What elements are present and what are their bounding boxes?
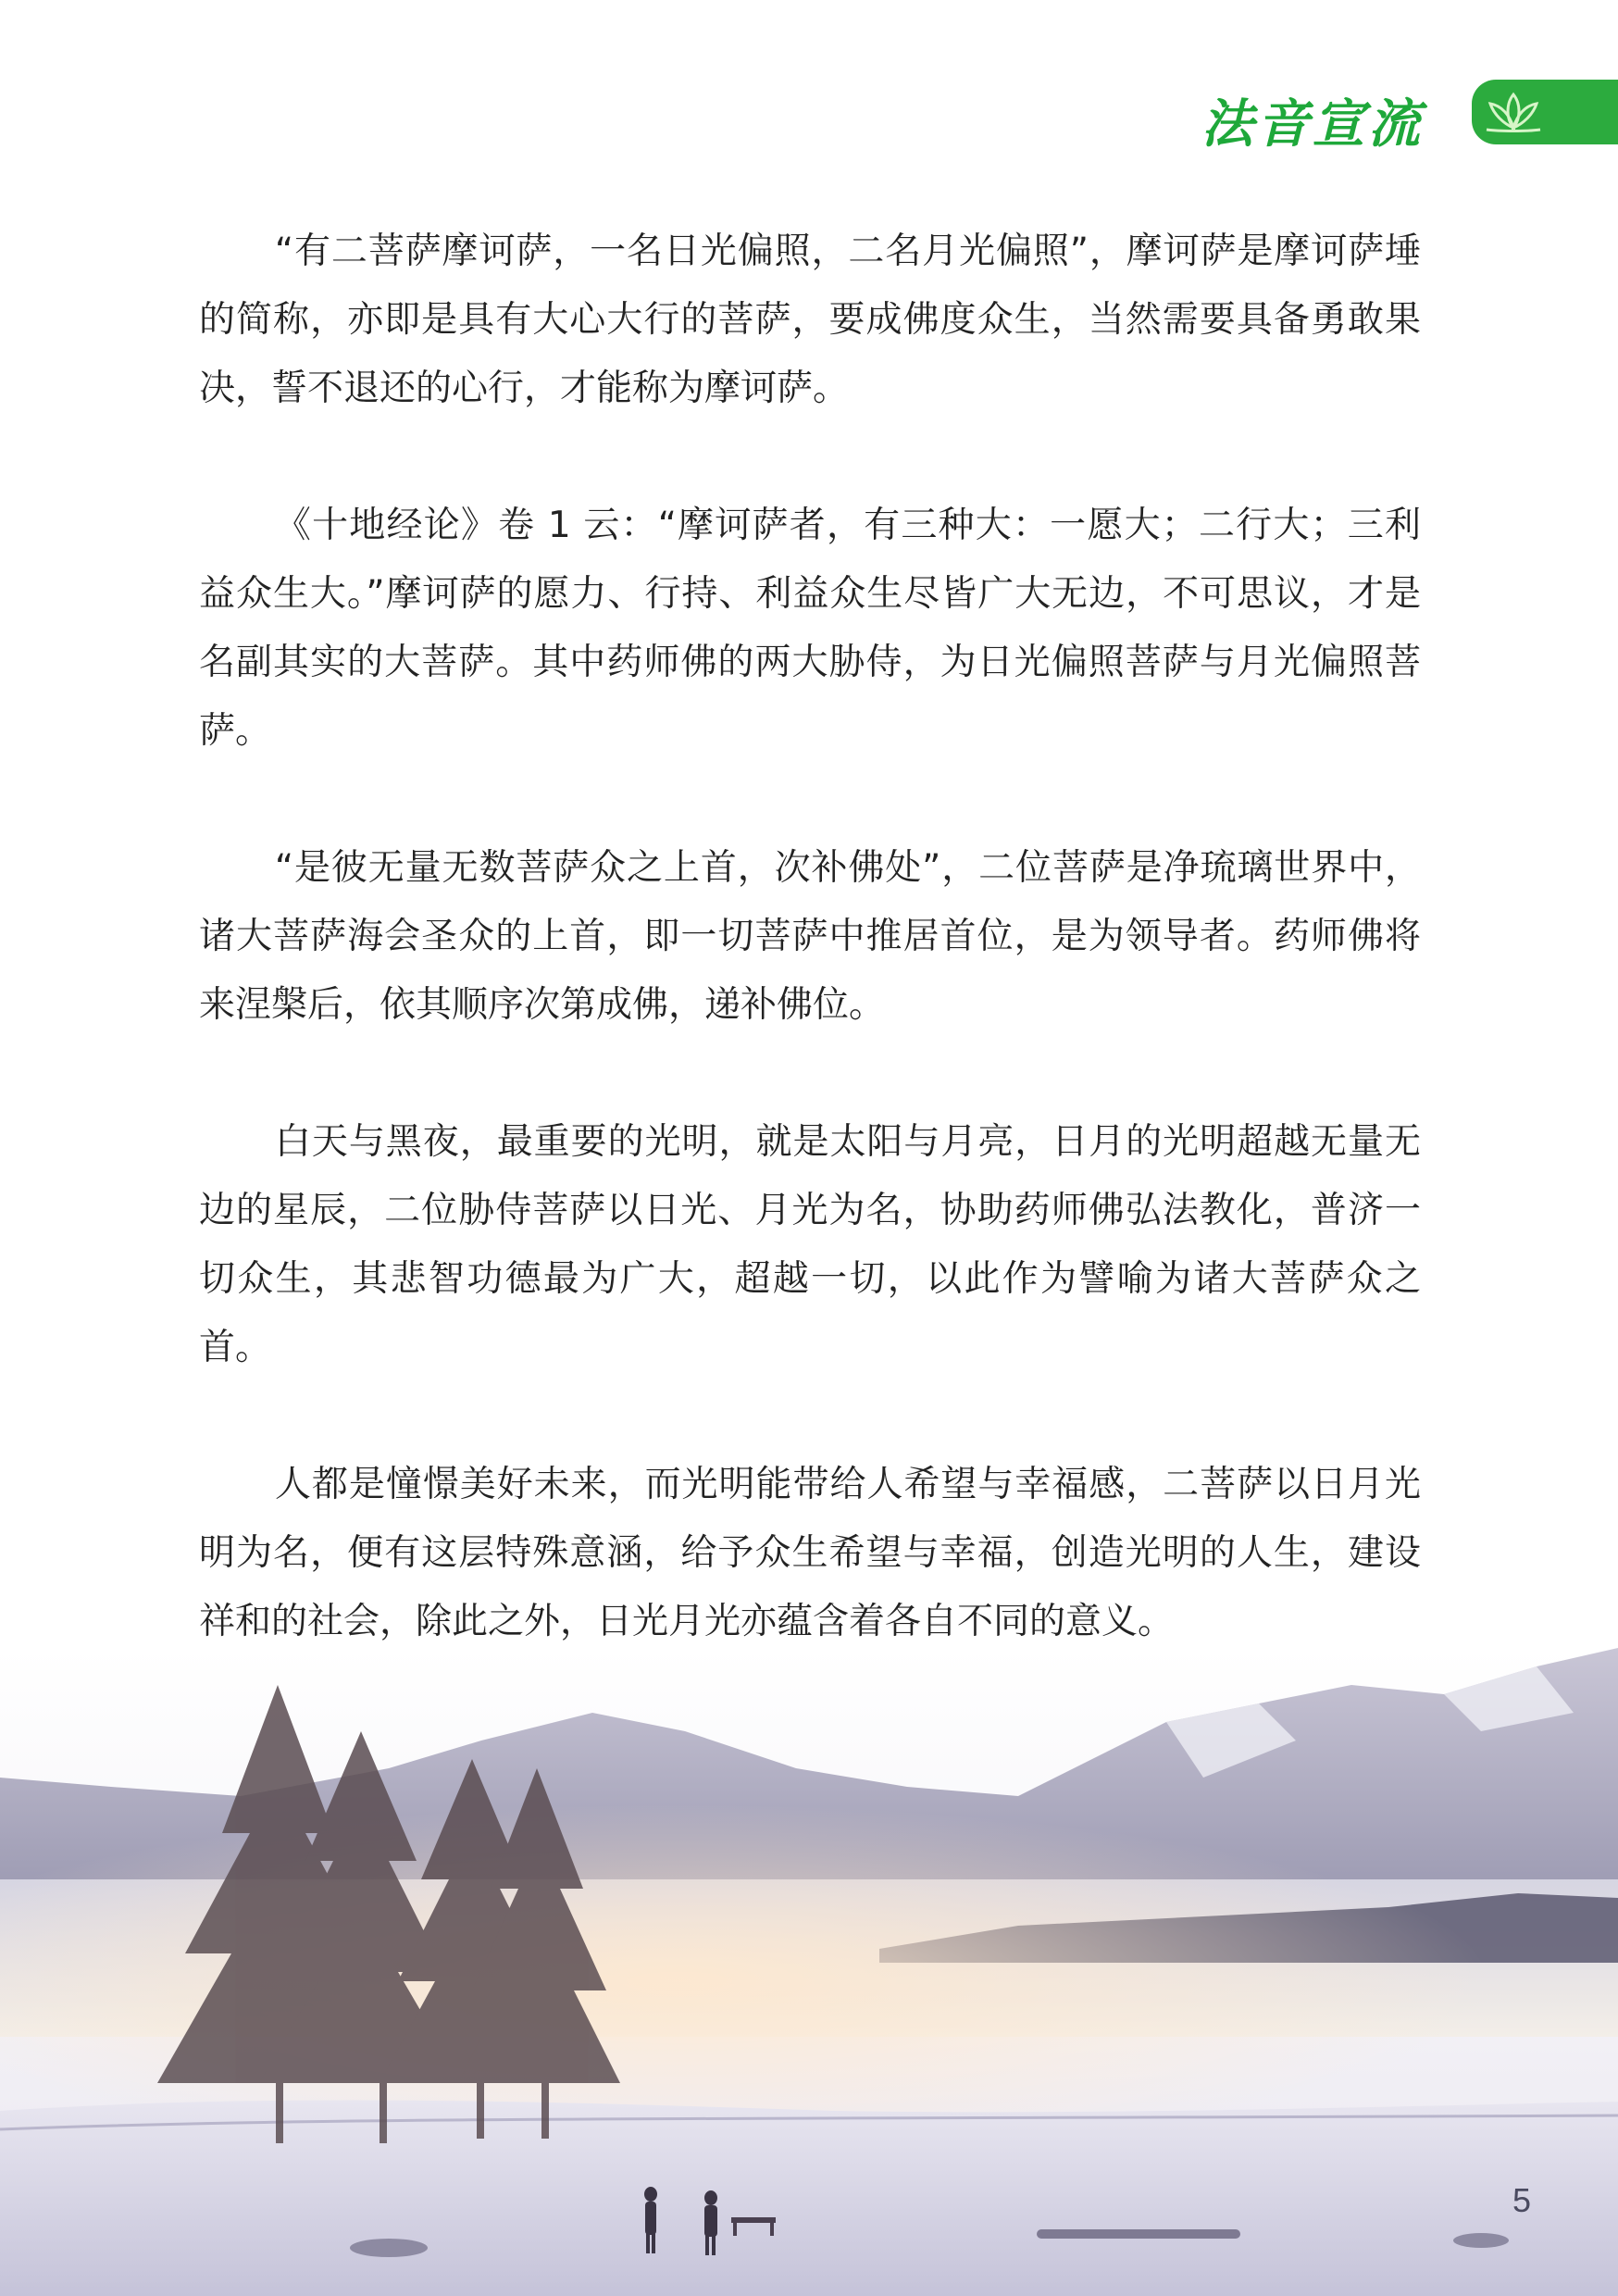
paragraph: 人都是憧憬美好未来，而光明能带给人希望与幸福感，二菩萨以日月光明为名，便有这层特殊意涵，给予众生希望与幸福，创造光明的人生，建设祥和的社会，除此之外，日光月光亦蕴含着各自不同的意义。 (199, 1464, 1421, 1642)
header-tab (1472, 80, 1618, 144)
section-title: 法音宣流 (1201, 94, 1424, 155)
paragraph: 白天与黑夜，最重要的光明，就是太阳与月亮，日月的光明超越无量无边的星辰，二位胁侍菩萨以日光、月光为名，协助药师佛弘法教化，普济一切众生，其悲智功德最为广大，超越一切，以此作为譬喻为诸大菩萨众之首。 (199, 1121, 1421, 1368)
article-body (199, 218, 1421, 1725)
lotus-icon (1481, 91, 1546, 133)
paragraph: “有二菩萨摩诃萨，一名日光偏照，二名月光偏照”，摩诃萨是摩诃萨埵的简称，亦即是具有大心大行的菩萨，要成佛度众生，当然需要具备勇敢果决，誓不退还的心行，才能称为摩诃萨。 (199, 231, 1421, 409)
page-number: 5 (1512, 2181, 1532, 2219)
paragraph: 《十地经论》卷 1 云：“摩诃萨者，有三种大：一愿大；二行大；三利益众生大。”摩诃萨的愿力、行持、利益众生尽皆广大无边，不可思议，才是名副其实的大菩萨。其中药师佛的两大胁侍，为日光偏照菩萨与月光偏照菩萨。 (199, 505, 1421, 752)
paragraph: “是彼无量无数菩萨众之上首，次补佛处”，二位菩萨是净琉璃世界中，诸大菩萨海会圣众的上首，即一切菩萨中推居首位，是为领导者。药师佛将来涅槃后，依其顺序次第成佛，递补佛位。 (199, 847, 1421, 1026)
winter-lake-landscape-image (0, 1648, 1618, 2296)
